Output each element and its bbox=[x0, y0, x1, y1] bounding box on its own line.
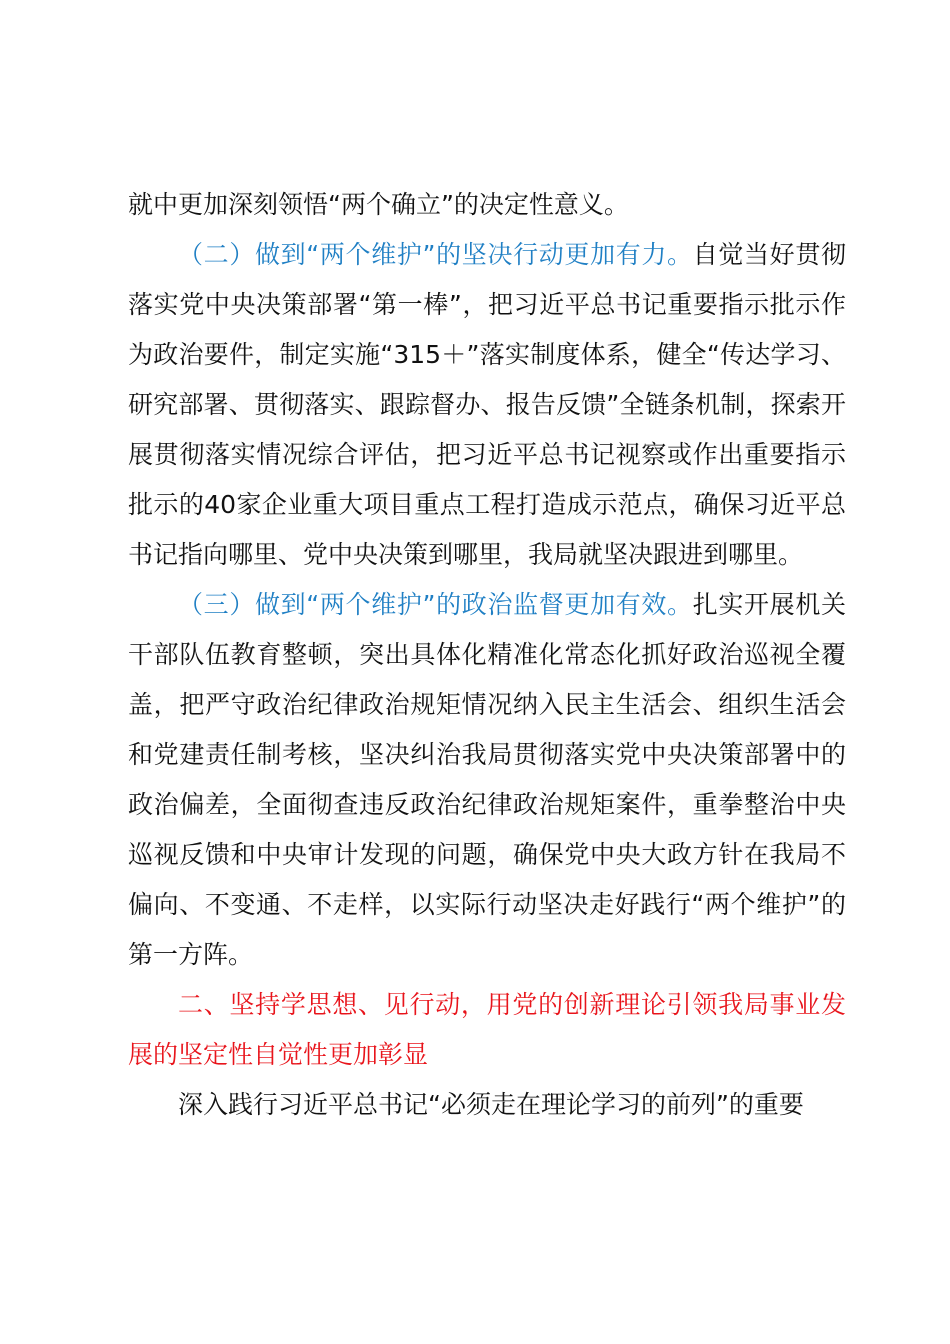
document-body bbox=[128, 180, 846, 1130]
paragraph-item-3 bbox=[128, 580, 846, 980]
section-heading-text: 二、坚持学思想、见行动，用党的创新理论引领我局事业发展的坚定性自觉性更加彰显 bbox=[128, 990, 846, 1069]
paragraph-text: 深入践行习近平总书记“必须走在理论学习的前列”的重要 bbox=[178, 1090, 804, 1119]
paragraph-text: 扎实开展机关干部队伍教育整顿，突出具体化精准化常态化抓好政治巡视全覆盖，把严守政治纪律政治规矩情况纳入民主生活会、组织生活会和党建责任制考核，坚决纠治我局贯彻落实党中央决策部署中的政治偏差，全面彻查违反政治纪律政治规矩案件，重拳整治中央巡视反馈和中央审计发现的问题，确保党中央大政方针在我局不偏向、不变通、不走样，以实际行动坚决走好践行“两个维护”的第一方阵。 bbox=[128, 590, 846, 969]
paragraph-text: 就中更加深刻领悟“两个确立”的决定性意义。 bbox=[128, 190, 629, 219]
subheading-item-2: （二）做到“两个维护”的坚决行动更加有力。 bbox=[178, 240, 693, 269]
paragraph-item-2 bbox=[128, 230, 846, 580]
paragraph-text: 自觉当好贯彻落实党中央决策部署“第一棒”，把习近平总书记重要指示批示作为政治要件，制定实施“315＋”落实制度体系，健全“传达学习、研究部署、贯彻落实、跟踪督办、报告反馈”全链条机制，探索开展贯彻落实情况综合评估，把习近平总书记视察或作出重要指示批示的40家企业重大项目重点工程打造成示范点，确保习近平总书记指向哪里、党中央决策到哪里，我局就坚决跟进到哪里。 bbox=[128, 240, 846, 569]
section-heading-2 bbox=[128, 980, 846, 1080]
paragraph-continuation bbox=[128, 180, 846, 230]
subheading-item-3: （三）做到“两个维护”的政治监督更加有效。 bbox=[178, 590, 693, 619]
paragraph-section-2-body bbox=[128, 1080, 846, 1130]
